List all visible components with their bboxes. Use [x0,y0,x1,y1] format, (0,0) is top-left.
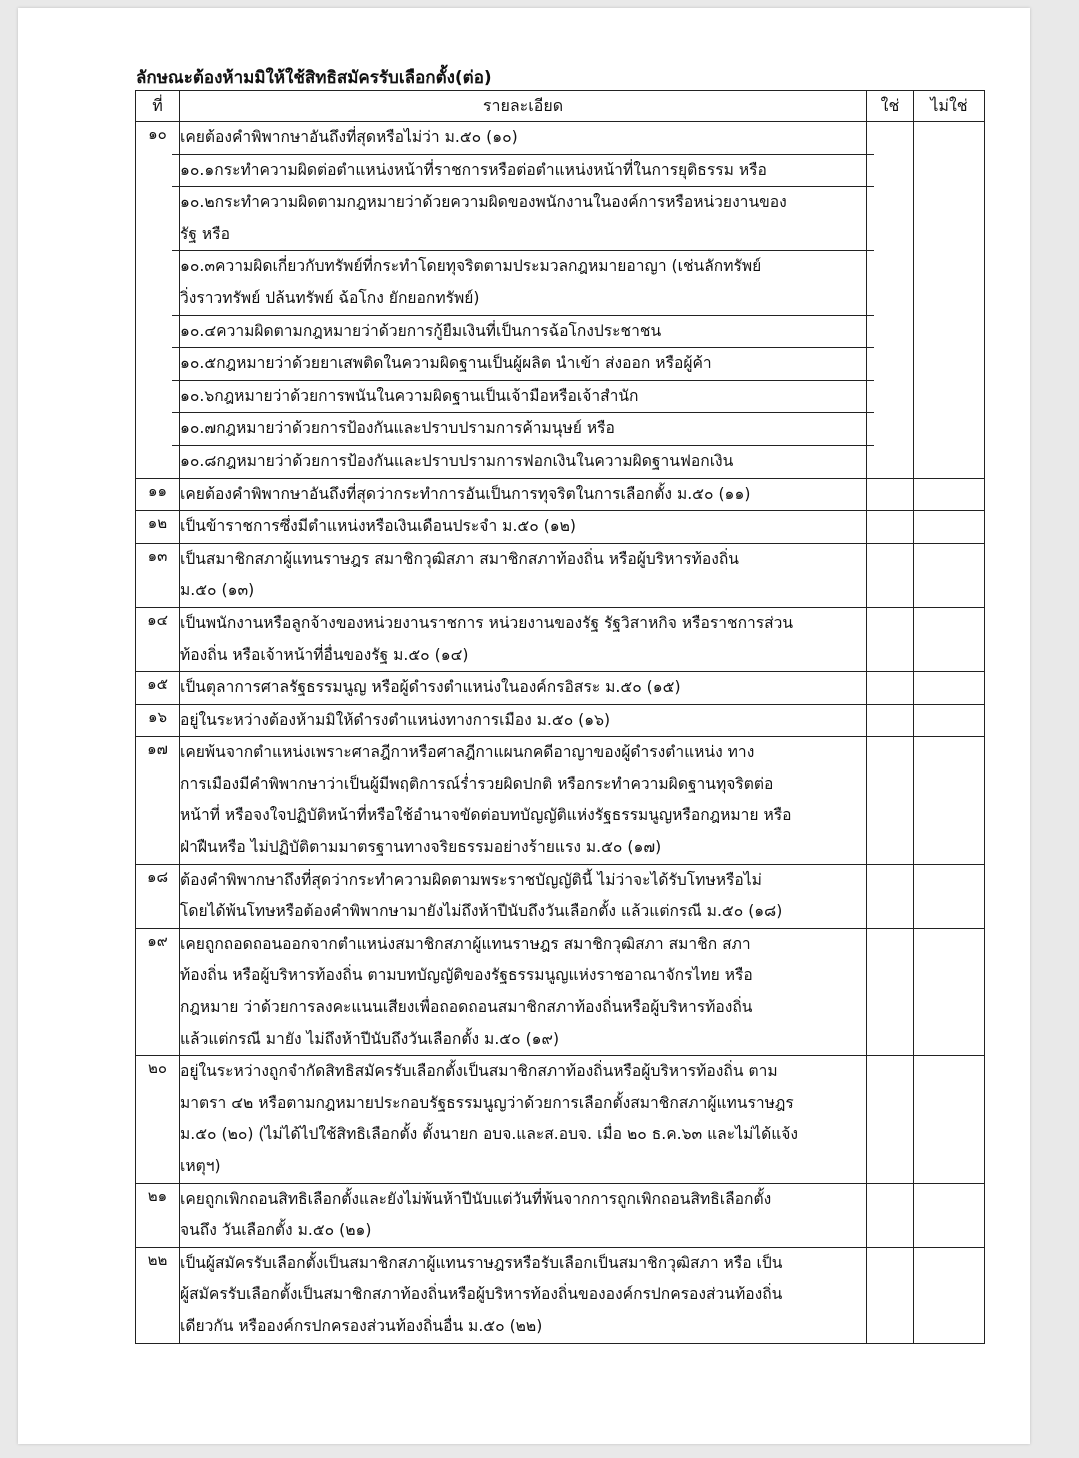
row-detail [180,511,867,544]
table-row [136,543,985,607]
detail-text: อยู่ในระหว่างถูกจำกัดสิทธิสมัครรับเลือกตั้งเป็นสมาชิกสภาท้องถิ่นหรือผู้บริหารท้องถิ่น ตาม มาตรา ๔๒ หรือตามกฎหมายประกอบรัฐธรรมนูญว่าด้วยการเลือกตั้งสมาชิกสภาผู้แทนราษฎร ม.๕๐ (๒๐) (ไม่ได้ไปใช้สิทธิเลือกตั้ง ตั้งนายก อบจ.และส.อบจ. เมื่อ ๒๐ ธ.ค.๖๓ และไม่ได้แจ้ง เหตุฯ) [180,1062,799,1175]
header-no: ที่ [136,91,180,122]
row-detail [180,1247,867,1343]
row-number: ๑๔ [136,607,180,671]
yes-checkbox-cell[interactable] [867,607,914,671]
no-checkbox-cell[interactable] [914,704,985,737]
detail-text: เคยต้องคำพิพากษาอันถึงที่สุดว่ากระทำการอันเป็นการทุจริตในการเลือกตั้ง ม.๕๐ (๑๑) [180,484,751,503]
table-row [136,122,985,479]
detail-text: เคยถูกถอดถอนออกจากตำแหน่งสมาชิกสภาผู้แทนราษฎร สมาชิกวุฒิสภา สมาชิก สภา ท้องถิ่น หรือผู้บริหารท้องถิ่น ตามบทบัญญัติของรัฐธรรมนูญแห่งราชอาณาจักรไทย หรือ กฎหมาย ว่าด้วยการลงคะแนนเสียงเพื่อถอดถอนสมาชิกสภาท้องถิ่นหรือผู้บริหารท้องถิ่น แล้วแต่กรณี มายัง ไม่ถึงห้าปีนับถึงวันเลือกตั้ง ม.๕๐ (๑๙) [180,934,753,1048]
row-detail [180,704,867,737]
yes-checkbox-cell[interactable] [867,704,914,737]
row-detail [180,1183,867,1247]
yes-checkbox-cell[interactable] [867,478,914,511]
yes-checkbox-cell[interactable] [867,928,914,1055]
table-row [136,1056,985,1183]
row-detail [180,1056,867,1183]
detail-text: เคยต้องคำพิพากษาอันถึงที่สุดหรือไม่ว่า ม.๕๐ (๑๐) [172,122,874,155]
table-row [136,478,985,511]
table-row [136,704,985,737]
detail-text: อยู่ในระหว่างต้องห้ามมิให้ดำรงตำแหน่งทางการเมือง ม.๕๐ (๑๖) [180,710,611,729]
table-row [136,1247,985,1343]
detail-text: เป็นตุลาการศาลรัฐธรรมนูญ หรือผู้ดำรงตำแหน่งในองค์กรอิสระ ม.๕๐ (๑๕) [180,678,681,697]
table-row [136,864,985,928]
row-number: ๑๖ [136,704,180,737]
yes-checkbox-cell[interactable] [867,864,914,928]
row-number: ๑๘ [136,864,180,928]
yes-checkbox-cell[interactable] [867,1056,914,1183]
table-row [136,1183,985,1247]
no-checkbox-cell[interactable] [914,1056,985,1183]
no-checkbox-cell[interactable] [914,511,985,544]
sub-item-text: ๑๐.๘กฎหมายว่าด้วยการป้องกันและปราบปรามการฟอกเงินในความผิดฐานฟอกเงิน [180,451,734,470]
row-number: ๑๑ [136,478,180,511]
no-checkbox-cell[interactable] [914,737,985,864]
row-detail [180,543,867,607]
disqualification-table [135,90,985,1344]
row-number: ๑๒ [136,511,180,544]
sub-item-text: ๑๐.๒กระทำความผิดตามกฎหมายว่าด้วยความผิดของพนักงานในองค์การหรือหน่วยงานของ รัฐ หรือ [172,187,874,251]
detail-text: เคยถูกเพิกถอนสิทธิเลือกตั้งและยังไม่พ้นห้าปีนับแต่วันที่พ้นจากการถูกเพิกถอนสิทธิเลือกตั้ง จนถึง วันเลือกตั้ง ม.๕๐ (๒๑) [180,1189,772,1240]
sub-item-text: ๑๐.๓ความผิดเกี่ยวกับทรัพย์ที่กระทำโดยทุจริตตามประมวลกฎหมายอาญา (เช่นลักทรัพย์ วิ่งราวทรัพย์ ปล้นทรัพย์ ฉ้อโกง ยักยอกทรัพย์) [172,251,874,315]
row-number: ๑๙ [136,928,180,1055]
table-row [136,737,985,864]
sub-item-text: ๑๐.๖กฎหมายว่าด้วยการพนันในความผิดฐานเป็นเจ้ามือหรือเจ้าสำนัก [172,381,874,414]
row-detail [180,928,867,1055]
yes-checkbox-cell[interactable] [867,543,914,607]
no-checkbox-cell[interactable] [914,928,985,1055]
detail-text: เป็นข้าราชการซึ่งมีตำแหน่งหรือเงินเดือนประจำ ม.๕๐ (๑๒) [180,517,577,536]
yes-checkbox-cell[interactable] [867,1247,914,1343]
sub-item-text: ๑๐.๕กฎหมายว่าด้วยยาเสพติดในความผิดฐานเป็นผู้ผลิต นำเข้า ส่งออก หรือผู้ค้า [172,348,874,381]
row-number: ๑๓ [136,543,180,607]
yes-checkbox-cell[interactable] [867,1183,914,1247]
row-number: ๒๐ [136,1056,180,1183]
yes-checkbox-cell[interactable] [867,122,914,479]
header-yes: ใช่ [867,91,914,122]
detail-text: ต้องคำพิพากษาถึงที่สุดว่ากระทำความผิดตามพระราชบัญญัตินี้ ไม่ว่าจะได้รับโทษหรือไม่ โดยได้พ้นโทษหรือต้องคำพิพากษามายังไม่ถึงห้าปีนับถึงวันเลือกตั้ง แล้วแต่กรณี ม.๕๐ (๑๘) [180,870,783,921]
row-number: ๑๐ [136,122,180,479]
no-checkbox-cell[interactable] [914,478,985,511]
detail-text: เคยพ้นจากตำแหน่งเพราะศาลฎีกาหรือศาลฎีกาแผนกคดีอาญาของผู้ดำรงตำแหน่ง ทาง การเมืองมีคำพิพากษาว่าเป็นผู้มีพฤติการณ์ร่ำรวยผิดปกติ หรือกระทำความผิดฐานทุจริตต่อ หน้าที่ หรือจงใจปฏิบัติหน้าที่หรือใช้อำนาจขัดต่อบทบัญญัติแห่งรัฐธรรมนูญหรือกฎหมาย หรือ ฝ่าฝืนหรือ ไม่ปฏิบัติตามมาตรฐานทางจริยธรรมอย่างร้ายแรง ม.๕๐ (๑๗) [180,743,792,857]
no-checkbox-cell[interactable] [914,864,985,928]
table-row [136,511,985,544]
no-checkbox-cell[interactable] [914,1247,985,1343]
row-detail [180,478,867,511]
row-number: ๑๗ [136,737,180,864]
row-detail [180,864,867,928]
table-header-row [136,91,985,122]
row-detail [180,672,867,705]
table-body [136,122,985,1344]
sub-item-text: ๑๐.๗กฎหมายว่าด้วยการป้องกันและปราบปรามการค้ามนุษย์ หรือ [172,413,874,446]
row-detail [180,737,867,864]
sub-item-text: ๑๐.๑กระทำความผิดต่อตำแหน่งหน้าที่ราชการหรือต่อตำแหน่งหน้าที่ในการยุติธรรม หรือ [172,155,874,188]
row-detail [180,122,867,479]
detail-text: เป็นผู้สมัครรับเลือกตั้งเป็นสมาชิกสภาผู้แทนราษฎรหรือรับเลือกเป็นสมาชิกวุฒิสภา หรือ เป็น ผู้สมัครรับเลือกตั้งเป็นสมาชิกสภาท้องถิ่นหรือผู้บริหารท้องถิ่นขององค์กรปกครองส่วนท้องถิ่น เดียวกัน หรือองค์กรปกครองส่วนท้องถิ่นอื่น ม.๕๐ (๒๒) [180,1253,783,1335]
no-checkbox-cell[interactable] [914,122,985,479]
table-row [136,928,985,1055]
no-checkbox-cell[interactable] [914,607,985,671]
document-title: ลักษณะต้องห้ามมิให้ใช้สิทธิสมัครรับเลือกตั้ง(ต่อ) [136,68,492,88]
detail-text: เป็นพนักงานหรือลูกจ้างของหน่วยงานราชการ หน่วยงานของรัฐ รัฐวิสาหกิจ หรือราชการส่วน ท้องถิ่น หรือเจ้าหน้าที่อื่นของรัฐ ม.๕๐ (๑๔) [180,613,794,664]
sub-item-text: ๑๐.๔ความผิดตามกฎหมายว่าด้วยการกู้ยืมเงินที่เป็นการฉ้อโกงประชาชน [172,316,874,349]
document-page [18,8,1030,1444]
row-number: ๒๒ [136,1247,180,1343]
yes-checkbox-cell[interactable] [867,672,914,705]
header-no-answer: ไม่ใช่ [914,91,985,122]
no-checkbox-cell[interactable] [914,543,985,607]
row-detail [180,607,867,671]
table-row [136,607,985,671]
detail-text: เป็นสมาชิกสภาผู้แทนราษฎร สมาชิกวุฒิสภา สมาชิกสภาท้องถิ่น หรือผู้บริหารท้องถิ่น ม.๕๐ (๑๓) [180,549,739,600]
row-number: ๑๕ [136,672,180,705]
header-detail: รายละเอียด [180,91,867,122]
yes-checkbox-cell[interactable] [867,511,914,544]
yes-checkbox-cell[interactable] [867,737,914,864]
no-checkbox-cell[interactable] [914,672,985,705]
no-checkbox-cell[interactable] [914,1183,985,1247]
table-row [136,672,985,705]
row-number: ๒๑ [136,1183,180,1247]
